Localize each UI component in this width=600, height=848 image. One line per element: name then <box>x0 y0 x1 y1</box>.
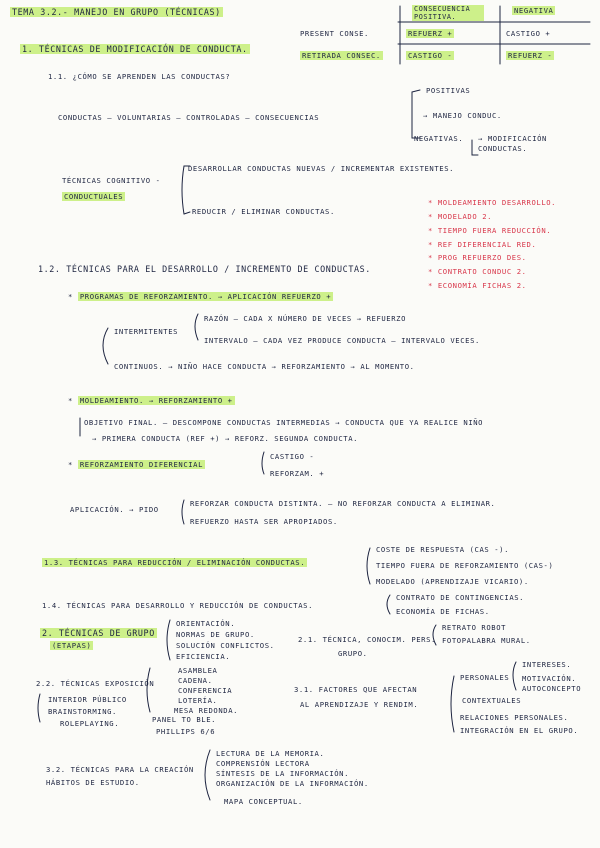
reforzam-branch: REFORZAM. + <box>270 469 325 478</box>
section-2-2-title: 2.2. TÉCNICAS EXPOSICIÓN <box>36 679 155 688</box>
tecnicas-branch-1: DESARROLLAR CONDUCTAS NUEVAS / INCREMENTAR EXISTENTES. <box>188 164 455 173</box>
grupo-item: ORIENTACIÓN. <box>176 619 236 628</box>
habitos-item: LECTURA DE LA MEMORIA. <box>216 749 325 758</box>
s22-mid-item: PANEL TO BLE. <box>152 715 217 724</box>
objetivo-final: OBJETIVO FINAL. — DESCOMPONE CONDUCTAS INTERMEDIAS → CONDUCTA QUE YA REALICE NIÑO <box>84 418 484 427</box>
section-1-title: 1. TÉCNICAS DE MODIFICACIÓN DE CONDUCTA. <box>22 44 248 54</box>
cell-refuerzo-neg: REFUERZ - <box>508 51 553 60</box>
section-1-3-title: 1.3. TÉCNICAS PARA REDUCCIÓN / ELIMINACIÓN CONDUCTAS. <box>44 558 306 567</box>
intervalo-branch: INTERVALO — CADA VEZ PRODUCE CONDUCTA — INTERVALO VECES. <box>204 336 480 345</box>
retire-consequence-label: RETIRADA CONSEC. <box>302 51 381 60</box>
s22-left-item: INTERIOR PÚBLICO <box>48 695 127 704</box>
grupo-item: NORMAS DE GRUPO. <box>176 630 255 639</box>
manejo-conducta: → MANEJO CONDUC. <box>423 111 502 120</box>
consequence-negative-header: NEGATIVA <box>514 6 554 15</box>
section-1-1-title: 1.1. ¿CÓMO SE APRENDEN LAS CONDUCTAS? <box>48 72 231 81</box>
section-1-4-title: 1.4. TÉCNICAS PARA DESARROLLO Y REDUCCIÓN DE CONDUCTAS. <box>42 601 313 610</box>
section-3-2-sub: HÁBITOS DE ESTUDIO. <box>46 778 140 787</box>
section-1-2-title: 1.2. TÉCNICAS PARA EL DESARROLLO / INCREMENTO DE CONDUCTAS. <box>38 264 371 274</box>
section-2-1-sub: GRUPO. <box>338 649 368 658</box>
tecnicas-label-2: CONDUCTUALES <box>64 192 124 201</box>
section-3-1-sub: AL APRENDIZAJE Y RENDIM. <box>300 700 419 709</box>
list-item: * ECONOMÍA FICHAS 2. <box>428 281 527 290</box>
consequence-positive-header: CONSECUENCIA POSITIVA. <box>412 5 484 21</box>
primera-conducta: → PRIMERA CONDUCTA (REF +) → REFORZ. SEGUNDA CONDUCTA. <box>92 434 359 443</box>
cell-castigo-pos: CASTIGO + <box>506 29 551 38</box>
modificacion-conducta: → MODIFICACIÓN CONDUCTAS. <box>478 134 547 153</box>
list-item: * PROG REFUERZO DES. <box>428 253 527 262</box>
s13-branch-1: COSTE DE RESPUESTA (CAS -). <box>376 545 510 554</box>
section-3-2-title: 3.2. TÉCNICAS PARA LA CREACIÓN <box>46 765 194 774</box>
reforzamiento-diferencial: * REFORZAMIENTO DIFERENCIAL <box>68 460 204 469</box>
phillips-6-6: PHILLIPS 6/6 <box>156 727 216 736</box>
list-item: * CONTRATO CONDUC 2. <box>428 267 527 276</box>
section-2-subtitle: (ETAPAS) <box>52 641 92 650</box>
s22-mid-item: ASAMBLEA <box>178 666 218 675</box>
s13-branch-2: TIEMPO FUERA DE REFORZAMIENTO (CAS-) <box>376 561 554 570</box>
s14-branch-1: CONTRATO DE CONTINGENCIAS. <box>396 593 525 602</box>
razon-branch: RAZÓN — CADA X NÚMERO DE VECES → REFUERZO <box>204 314 407 323</box>
programas-refuerzo: * PROGRAMAS DE REFORZAMIENTO. → APLICACIÓN REFUERZO + <box>68 292 332 301</box>
list-item: * TIEMPO FUERA REDUCCIÓN. <box>428 226 552 235</box>
moldeamiento: * MOLDEAMIENTO. → REFORZAMIENTO + <box>68 396 233 405</box>
page-title: TEMA 3.2.- MANEJO EN GRUPO (TÉCNICAS) <box>12 7 221 17</box>
relaciones-personales: RELACIONES PERSONALES. <box>460 713 569 722</box>
s22-mid-item: CONFERENCIA <box>178 686 233 695</box>
s22-left-item: BRAINSTORMING. <box>48 707 117 716</box>
habitos-item: COMPRENSIÓN LECTORA <box>216 759 310 768</box>
section-2-1-title: 2.1. TÉCNICA, CONOCIM. PERS. <box>298 635 436 644</box>
retrato-robot: RETRATO ROBOT <box>442 623 507 632</box>
personales-item: AUTOCONCEPTO <box>522 684 582 693</box>
continuos-branch: CONTINUOS. → NIÑO HACE CONDUCTA → REFORZAMIENTO → AL MOMENTO. <box>114 362 415 371</box>
s22-left-item: ROLEPLAYING. <box>60 719 120 728</box>
positivas-label: POSITIVAS <box>426 86 471 95</box>
integracion-grupo: INTEGRACIÓN EN EL GRUPO. <box>460 726 579 735</box>
aplicacion: APLICACIÓN. → PIDO <box>70 505 159 514</box>
personales-label: PERSONALES <box>460 673 510 682</box>
cell-castigo-neg: CASTIGO - <box>408 51 453 60</box>
grupo-item: SOLUCIÓN CONFLICTOS. <box>176 641 275 650</box>
habitos-item: SÍNTESIS DE LA INFORMACIÓN. <box>216 769 350 778</box>
habitos-item: ORGANIZACIÓN DE LA INFORMACIÓN. <box>216 779 369 788</box>
conductas-chain: CONDUCTAS — VOLUNTARIAS — CONTROLADAS — CONSECUENCIAS <box>58 113 320 122</box>
castigo-branch: CASTIGO - <box>270 452 315 461</box>
personales-item: MOTIVACIÓN. <box>522 674 577 683</box>
habitos-item: MAPA CONCEPTUAL. <box>224 797 303 806</box>
list-item: * MOLDEAMIENTO DESARROLLO. <box>428 198 557 207</box>
list-item: * REF DIFERENCIAL RED. <box>428 240 537 249</box>
fotopalabra-mural: FOTOPALABRA MURAL. <box>442 636 531 645</box>
aplicacion-branch-1: REFORZAR CONDUCTA DISTINTA. — NO REFORZAR CONDUCTA A ELIMINAR. <box>190 499 496 508</box>
s22-mid-item: MESA REDONDA. <box>174 706 239 715</box>
s22-mid-item: LOTERÍA. <box>178 696 218 705</box>
cell-refuerzo-pos: REFUERZ + <box>408 29 453 38</box>
personales-item: INTERESES. <box>522 660 572 669</box>
negativas-label: NEGATIVAS. <box>414 134 464 143</box>
s22-mid-item: CADENA. <box>178 676 213 685</box>
grupo-item: EFICIENCIA. <box>176 652 231 661</box>
section-3-1-title: 3.1. FACTORES QUE AFECTAN <box>294 685 418 694</box>
contextuales-label: CONTEXTUALES <box>462 696 522 705</box>
section-2-title: 2. TÉCNICAS DE GRUPO <box>42 628 155 638</box>
tecnicas-label-1: TÉCNICAS COGNITIVO - <box>62 176 161 185</box>
s13-branch-3: MODELADO (APRENDIZAJE VICARIO). <box>376 577 529 586</box>
present-consequence-label: PRESENT CONSE. <box>300 29 369 38</box>
aplicacion-branch-2: REFUERZO HASTA SER APROPIADOS. <box>190 517 338 526</box>
s14-branch-2: ECONOMÍA DE FICHAS. <box>396 607 490 616</box>
tecnicas-branch-2: REDUCIR / ELIMINAR CONDUCTAS. <box>192 207 335 216</box>
list-item: * MODELADO 2. <box>428 212 493 221</box>
intermitentes-label: INTERMITENTES <box>114 327 179 336</box>
